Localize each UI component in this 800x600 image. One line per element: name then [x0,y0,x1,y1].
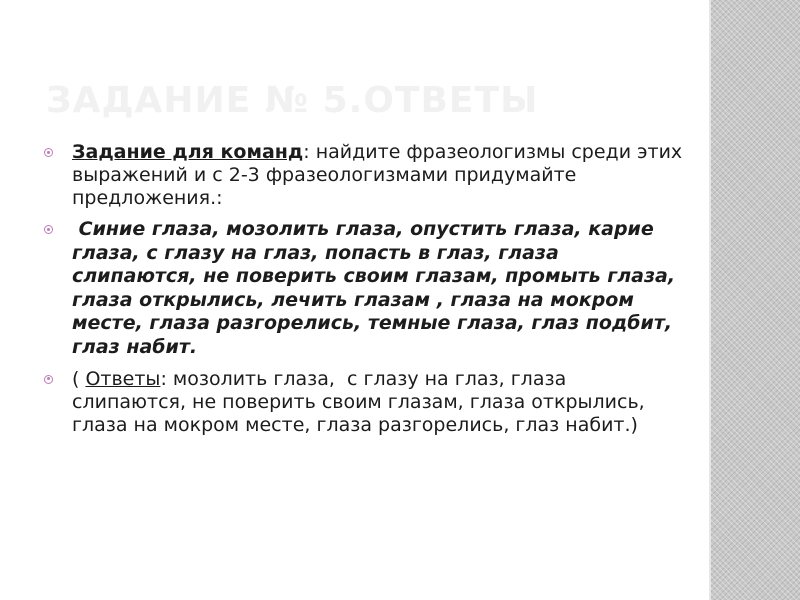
answers-text: : мозолить глаза, с глазу на глаз, глаза слипаются, не поверить своим глазам, глаза открылись, глаза на мокром месте, глаза разгорелись, глаз набит.) [72,367,651,436]
slide-title: ЗАДАНИЕ № 5.ОТВЕТЫ [46,80,539,121]
answers-prefix: ( [72,367,86,390]
bullet-expressions [44,218,684,360]
slide-content [44,141,684,445]
task-text: : найдите фразеологизмы среди этих выражений и с 2-3 фразеологизмами придумайте предложения.: [72,141,683,209]
bullet-icon [44,148,53,157]
bullet-icon [44,225,53,234]
bullet-answers [44,368,684,437]
task-lead: Задание для команд [72,141,304,163]
decorative-sidebar [711,0,800,600]
bullet-task [44,141,684,210]
bullet-icon [44,375,53,384]
expressions-text: Синие глаза, мозолить глаза, опустить глаза, карие глаза, с глазу на глаз, попасть в глаз, глаза слипаются, не поверить своим глазам, промыть глаза, глаза открылись, лечить глазам , глаза на мокром месте, глаза разгорелись, темные глаза, глаз подбит, глаз набит. [72,218,682,358]
answers-lead: Ответы [85,367,161,390]
